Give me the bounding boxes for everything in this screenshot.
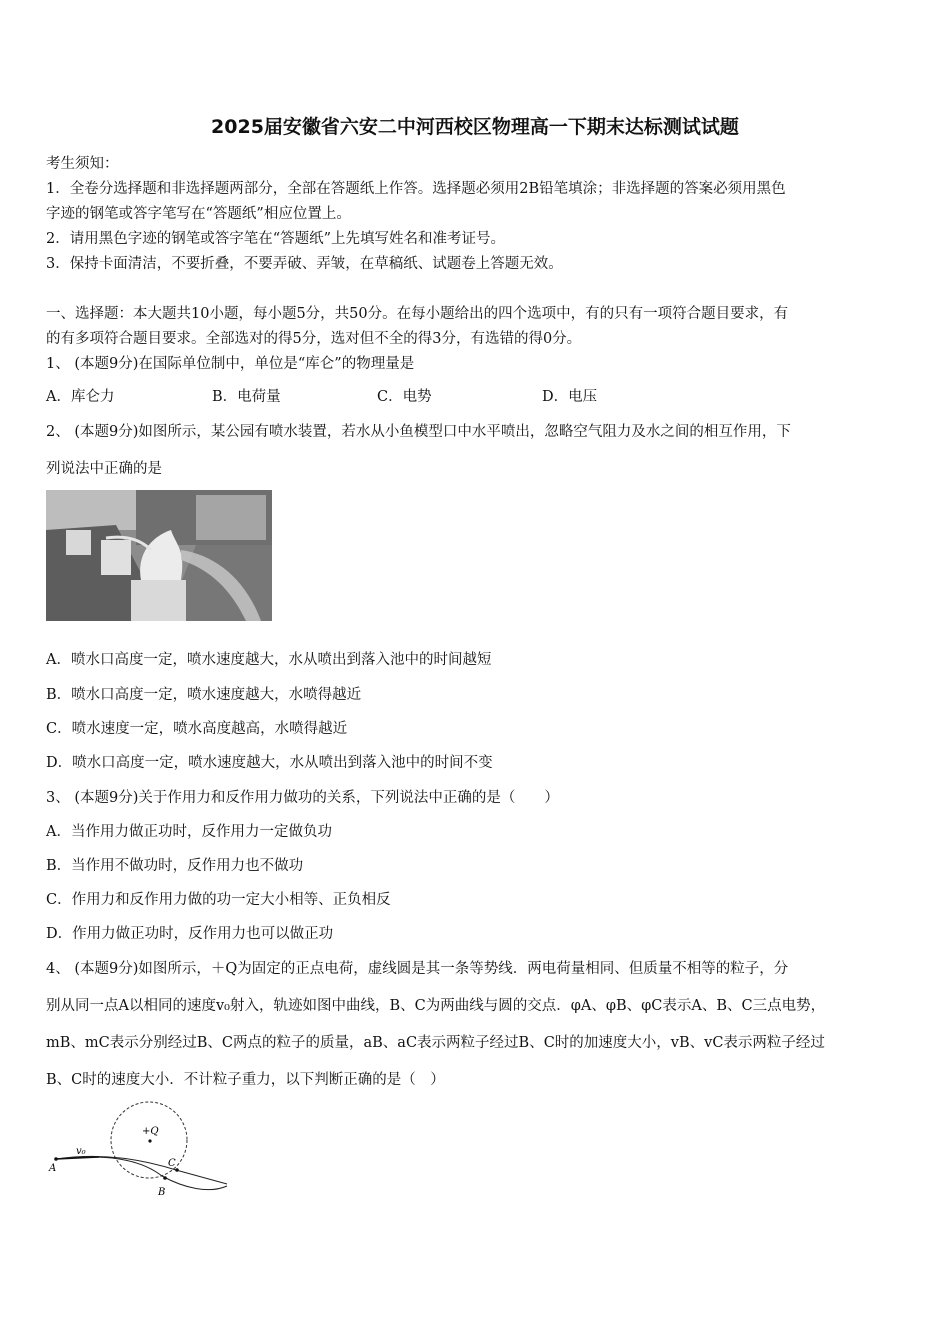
question-1-stem: 1、 (本题9分)在国际单位制中，单位是“库仑”的物理量是 <box>46 356 415 372</box>
question-3-option-d: D．作用力做正功时，反作用力也可以做正功 <box>46 926 334 942</box>
label-a: A <box>49 1163 57 1174</box>
page-title: 2025届安徽省六安二中河西校区物理高一下期末达标测试试题 <box>211 116 739 138</box>
question-3-option-a: A．当作用力做正功时，反作用力一定做负功 <box>46 824 332 840</box>
question-2-option-d: D．喷水口高度一定，喷水速度越大，水从喷出到落入池中的时间不变 <box>46 755 493 771</box>
question-3-option-c: C．作用力和反作用力做的功一定大小相等、正负相反 <box>46 892 391 908</box>
question-3-option-b: B．当作用不做功时，反作用力也不做功 <box>46 858 304 874</box>
option-a: A．库仑力 <box>46 389 115 405</box>
velocity-arrow <box>56 1157 99 1159</box>
question-2-stem: 2、 (本题9分)如图所示，某公园有喷水装置，若水从小鱼模型口中水平喷出，忽略空气阻力及水之间的相互作用，下 <box>46 424 791 440</box>
section-instruction: 的有多项符合题目要求。全部选对的得5分，选对但不全的得3分，有选错的得0分。 <box>46 331 582 347</box>
question-2-option-b: B．喷水口高度一定，喷水速度越大，水喷得越近 <box>46 687 362 703</box>
charge-label: +Q <box>142 1126 159 1137</box>
notice-item: 字迹的钢笔或答字笔写在“答题纸”相应位置上。 <box>46 206 351 222</box>
option-c: C．电势 <box>377 389 432 405</box>
question-1-options <box>46 385 746 405</box>
question-2-option-c: C．喷水速度一定，喷水高度越高，水喷得越近 <box>46 721 348 737</box>
question-4-stem: mB、mC表示分别经过B、C两点的粒子的质量，aB、aC表示两粒子经过B、C时的加速度大小，vB、vC表示两粒子经过 <box>46 1035 825 1051</box>
notice-item: 3．保持卡面清洁，不要折叠，不要弄破、弄皱，在草稿纸、试题卷上答题无效。 <box>46 256 563 272</box>
option-b: B．电荷量 <box>212 389 281 405</box>
question-4-stem: 别从同一点A以相同的速度v₀射入，轨迹如图中曲线，B、C为两曲线与圆的交点．φA、φB、φC表示A、B、C三点电势， <box>46 998 826 1014</box>
label-b: B <box>158 1187 166 1198</box>
point-c <box>175 1168 179 1172</box>
trajectory-c <box>56 1156 227 1184</box>
label-v0: v₀ <box>76 1146 86 1157</box>
fountain-photo <box>46 490 272 621</box>
point-a <box>54 1157 58 1161</box>
notice-item: 1．全卷分选择题和非选择题两部分，全部在答题纸上作答。选择题必须用2B铅笔填涂；非选择题的答案必须用黑色 <box>46 181 786 197</box>
charge-trajectory-diagram <box>44 1100 234 1208</box>
notice-heading: 考生须知： <box>46 156 119 172</box>
question-4-stem: 4、 (本题9分)如图所示，＋Q为固定的正点电荷，虚线圆是其一条等势线．两电荷量相同、但质量不相等的粒子，分 <box>46 961 789 977</box>
question-4-stem: B、C时的速度大小．不计粒子重力，以下判断正确的是（ ） <box>46 1072 445 1088</box>
label-c: C <box>168 1158 176 1169</box>
question-2-option-a: A．喷水口高度一定，喷水速度越大，水从喷出到落入池中的时间越短 <box>46 652 492 668</box>
point-b <box>163 1176 167 1180</box>
charge-point <box>148 1139 151 1142</box>
trajectory-b <box>56 1157 227 1190</box>
notice-item: 2．请用黑色字迹的钢笔或答字笔在“答题纸”上先填写姓名和准考证号。 <box>46 231 506 247</box>
option-d: D．电压 <box>542 389 598 405</box>
question-2-stem: 列说法中正确的是 <box>46 461 162 477</box>
section-instruction: 一、选择题：本大题共10小题，每小题5分，共50分。在每小题给出的四个选项中，有的只有一项符合题目要求，有 <box>46 306 789 322</box>
question-3-stem: 3、 (本题9分)关于作用力和反作用力做功的关系，下列说法中正确的是（ ） <box>46 790 559 806</box>
